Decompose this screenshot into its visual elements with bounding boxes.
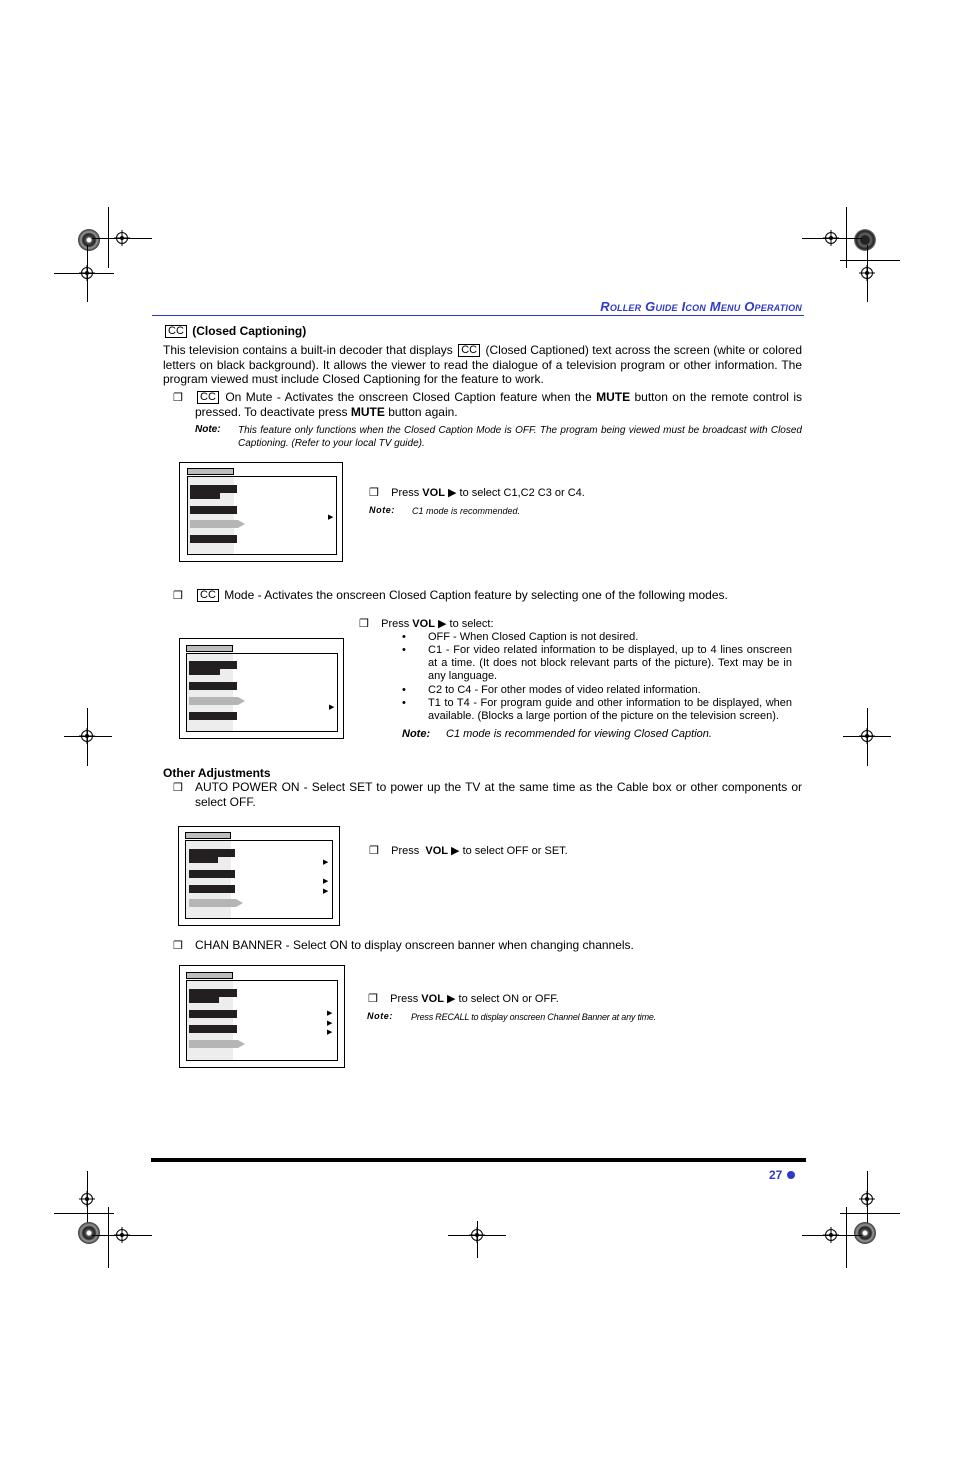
section-heading-closed-captioning: CC (Closed Captioning) xyxy=(163,324,306,338)
right-arrow-icon: ▶ xyxy=(327,1010,333,1017)
note-text: This feature only functions when the Closed Caption Mode is OFF. The program being viewed must be broadcast with Closed Captioning. (Refer to your local TV guide). xyxy=(238,425,802,449)
checkbox-bullet-icon: ❒ xyxy=(173,940,183,952)
registration-target-icon xyxy=(854,1222,876,1244)
list-item: C2 to C4 - For other modes of video related information. xyxy=(428,684,701,696)
list-item: T1 to T4 - For program guide and other information to be displayed, when available. (Blocks a large portion of the picture on the television screen). xyxy=(428,697,792,723)
step-instruction: ❒ Press VOL ▶ to select: xyxy=(359,618,494,630)
right-triangle-icon: ▶ xyxy=(447,487,457,499)
crosshair-icon xyxy=(79,265,95,281)
note-label: Note: xyxy=(369,505,395,515)
footer-rule xyxy=(151,1158,806,1162)
page-number: 27 xyxy=(769,1168,783,1182)
checkbox-bullet-icon: ❒ xyxy=(173,392,183,404)
bullet-dot-icon xyxy=(787,1171,795,1179)
right-arrow-icon: ▶ xyxy=(323,888,329,895)
step-instruction: ❒ Press VOL ▶ to select C1,C2 C3 or C4. xyxy=(369,487,585,499)
right-arrow-icon: ▶ xyxy=(329,704,335,711)
crosshair-icon xyxy=(79,1191,95,1207)
crosshair-icon xyxy=(823,1227,839,1243)
crosshair-icon xyxy=(859,728,875,744)
right-arrow-icon: ▶ xyxy=(323,878,329,885)
note-text: C1 mode is recommended. xyxy=(412,506,521,516)
right-triangle-icon: ▶ xyxy=(451,845,460,857)
chan-banner-description: CHAN BANNER - Select ON to display onscreen banner when changing channels. xyxy=(195,938,634,952)
right-arrow-icon: ▶ xyxy=(323,859,329,866)
note-label: Note: xyxy=(367,1011,393,1021)
crosshair-icon xyxy=(79,728,95,744)
header-rule xyxy=(152,315,804,316)
registration-target-icon xyxy=(78,1222,100,1244)
cc-badge: CC xyxy=(197,391,219,404)
crosshair-icon xyxy=(469,1227,485,1243)
right-arrow-icon: ▶ xyxy=(327,1020,333,1027)
note-label: Note: xyxy=(402,728,431,740)
cc-badge: CC xyxy=(458,344,480,357)
section-heading-other-adjustments: Other Adjustments xyxy=(163,766,271,780)
crosshair-icon xyxy=(859,265,875,281)
closed-caption-intro: This television contains a built-in decoder that displays CC (Closed Captioned) text across the screen (white or colored letters on black background). It allows the viewer to read the dialogue of a television program or other information. The program viewed must include Closed Captioning for the feature to work. xyxy=(163,343,802,387)
crosshair-icon xyxy=(823,230,839,246)
crosshair-icon xyxy=(114,1227,130,1243)
right-arrow-icon: ▶ xyxy=(327,1029,333,1036)
page-header-title: Roller Guide Icon Menu Operation xyxy=(600,299,802,314)
cc-badge: CC xyxy=(197,589,219,602)
registration-target-icon xyxy=(78,229,100,251)
right-arrow-icon: ▶ xyxy=(328,514,334,521)
step-instruction: ❒ Press VOL ▶ to select OFF or SET. xyxy=(369,845,568,857)
cc-badge: CC xyxy=(165,325,187,338)
cc-on-mute-description: CC On Mute - Activates the onscreen Closed Caption feature when the MUTE button on the remote control is pressed. To deactivate press MUTE button again. xyxy=(195,390,802,419)
crosshair-icon xyxy=(859,1191,875,1207)
right-triangle-icon: ▶ xyxy=(437,618,447,630)
right-triangle-icon: ▶ xyxy=(446,993,456,1005)
note-text: C1 mode is recommended for viewing Closed Caption. xyxy=(446,728,712,740)
checkbox-bullet-icon: ❒ xyxy=(173,590,183,602)
step-instruction: ❒ Press VOL ▶ to select ON or OFF. xyxy=(368,993,559,1005)
cc-mode-description: CC Mode - Activates the onscreen Closed Caption feature by selecting one of the following modes. xyxy=(195,588,802,603)
note-label: Note: xyxy=(195,424,221,435)
auto-power-on-description: AUTO POWER ON - Select SET to power up the TV at the same time as the Cable box or other components or select OFF. xyxy=(195,780,802,809)
list-item: C1 - For video related information to be displayed, up to 4 lines onscreen at a time. (It does not block relevant parts of the picture). Text may be in any language. xyxy=(428,644,792,683)
checkbox-bullet-icon: ❒ xyxy=(173,782,183,794)
list-item: OFF - When Closed Caption is not desired. xyxy=(428,631,639,643)
registration-target-icon xyxy=(854,229,876,251)
crosshair-icon xyxy=(114,230,130,246)
note-text: Press RECALL to display onscreen Channel Banner at any time. xyxy=(411,1012,656,1022)
